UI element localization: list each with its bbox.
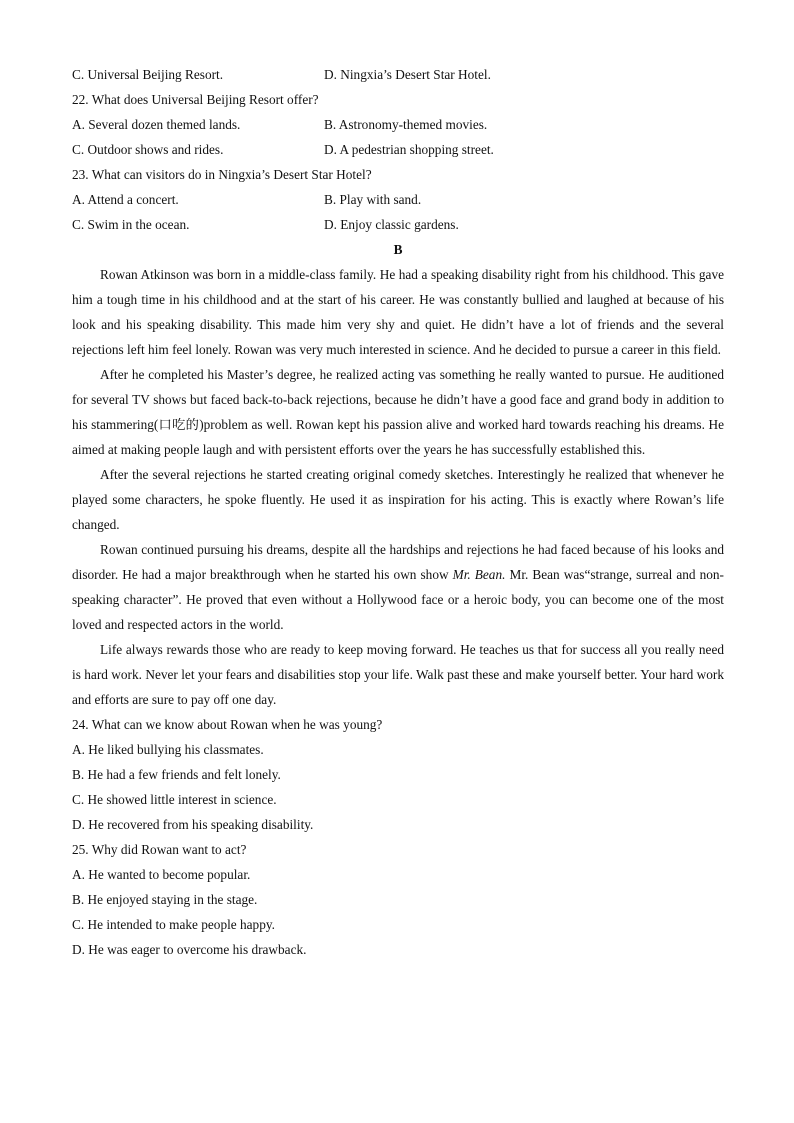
q23-option-d: D. Enjoy classic gardens.: [324, 217, 459, 232]
q21-option-d: D. Ningxia’s Desert Star Hotel.: [324, 67, 491, 82]
q25-option-d: D. He was eager to overcome his drawback.: [72, 942, 307, 957]
q25-question: 25. Why did Rowan want to act?: [72, 842, 247, 857]
q22-question: 22. What does Universal Beijing Resort offer?: [72, 92, 319, 107]
passage-paragraph-1: Rowan Atkinson was born in a middle-class family. He had a speaking disability right from his childhood. This gave him a tough time in his childhood and at the start of his career. He was constantly bullied and laughed at because of his look and his speaking disability. This made him very shy and quiet. He didn’t have a lot of friends and the several rejections left him feel lonely. Rowan was very much interested in science. And he decided to pursue a career in this field.: [72, 267, 724, 357]
q22-option-d: D. A pedestrian shopping street.: [324, 142, 494, 157]
q24-question: 24. What can we know about Rowan when he was young?: [72, 717, 383, 732]
q22-option-c: C. Outdoor shows and rides.: [72, 142, 224, 157]
q22-options-row-ab: [72, 112, 724, 137]
exam-page: [72, 62, 724, 962]
q23-option-a: A. Attend a concert.: [72, 192, 179, 207]
q25-option-b: B. He enjoyed staying in the stage.: [72, 892, 258, 907]
q25-option-a: A. He wanted to become popular.: [72, 867, 251, 882]
q23-question: 23. What can visitors do in Ningxia’s Desert Star Hotel?: [72, 167, 372, 182]
q24-option-a: A. He liked bullying his classmates.: [72, 742, 264, 757]
q24-option-b: B. He had a few friends and felt lonely.: [72, 767, 281, 782]
show-title-italic: Mr. Bean.: [452, 567, 506, 582]
q25-option-c: C. He intended to make people happy.: [72, 917, 275, 932]
paragraph-4-text-end: Mr. Bean was“strange, surreal and non-speaking character”. He proved that even without a Hollywood face or a heroic body, you can become one of the most loved and respected actors in the world.: [72, 567, 724, 632]
q24-option-c: C. He showed little interest in science.: [72, 792, 277, 807]
passage-paragraph-4: [72, 537, 724, 637]
passage-paragraph-2: After he completed his Master’s degree, he realized acting vas something he really wanted to pursue. He auditioned for several TV shows but faced back-to-back rejections, because he didn’t have a good face and grand body in addition to his stammering(口吃的)problem as well. Rowan kept his passion alive and worked hard towards reaching his dreams. He aimed at making people laugh and with persistent efforts over the years he has successfully established this.: [72, 367, 724, 457]
q23-options-row-cd: [72, 212, 724, 237]
q22-options-row-cd: [72, 137, 724, 162]
passage-paragraph-5: Life always rewards those who are ready to keep moving forward. He teaches us that for success all you really need is hard work. Never let your fears and disabilities stop your life. Walk past these and make yourself better. Your hard work and efforts are sure to pay off one day.: [72, 642, 724, 707]
q23-options-row-ab: [72, 187, 724, 212]
q23-option-c: C. Swim in the ocean.: [72, 217, 190, 232]
passage-paragraph-3: After the several rejections he started creating original comedy sketches. Interestingly he realized that whenever he played some characters, he spoke fluently. He used it as inspiration for his acting. This is exactly where Rowan’s life changed.: [72, 467, 724, 532]
section-b-title: B: [393, 242, 403, 257]
q24-option-d: D. He recovered from his speaking disability.: [72, 817, 314, 832]
paragraph-4-text-start: Rowan continued pursuing his dreams, despite all the hardships and rejections he had faced because of his looks and disorder. He had a major breakthrough when he started his own show: [72, 542, 724, 582]
q22-option-b: B. Astronomy-themed movies.: [324, 117, 488, 132]
q21-options-row-cd: [72, 62, 724, 87]
q22-option-a: A. Several dozen themed lands.: [72, 117, 241, 132]
q23-option-b: B. Play with sand.: [324, 192, 422, 207]
q21-option-c: C. Universal Beijing Resort.: [72, 67, 224, 82]
